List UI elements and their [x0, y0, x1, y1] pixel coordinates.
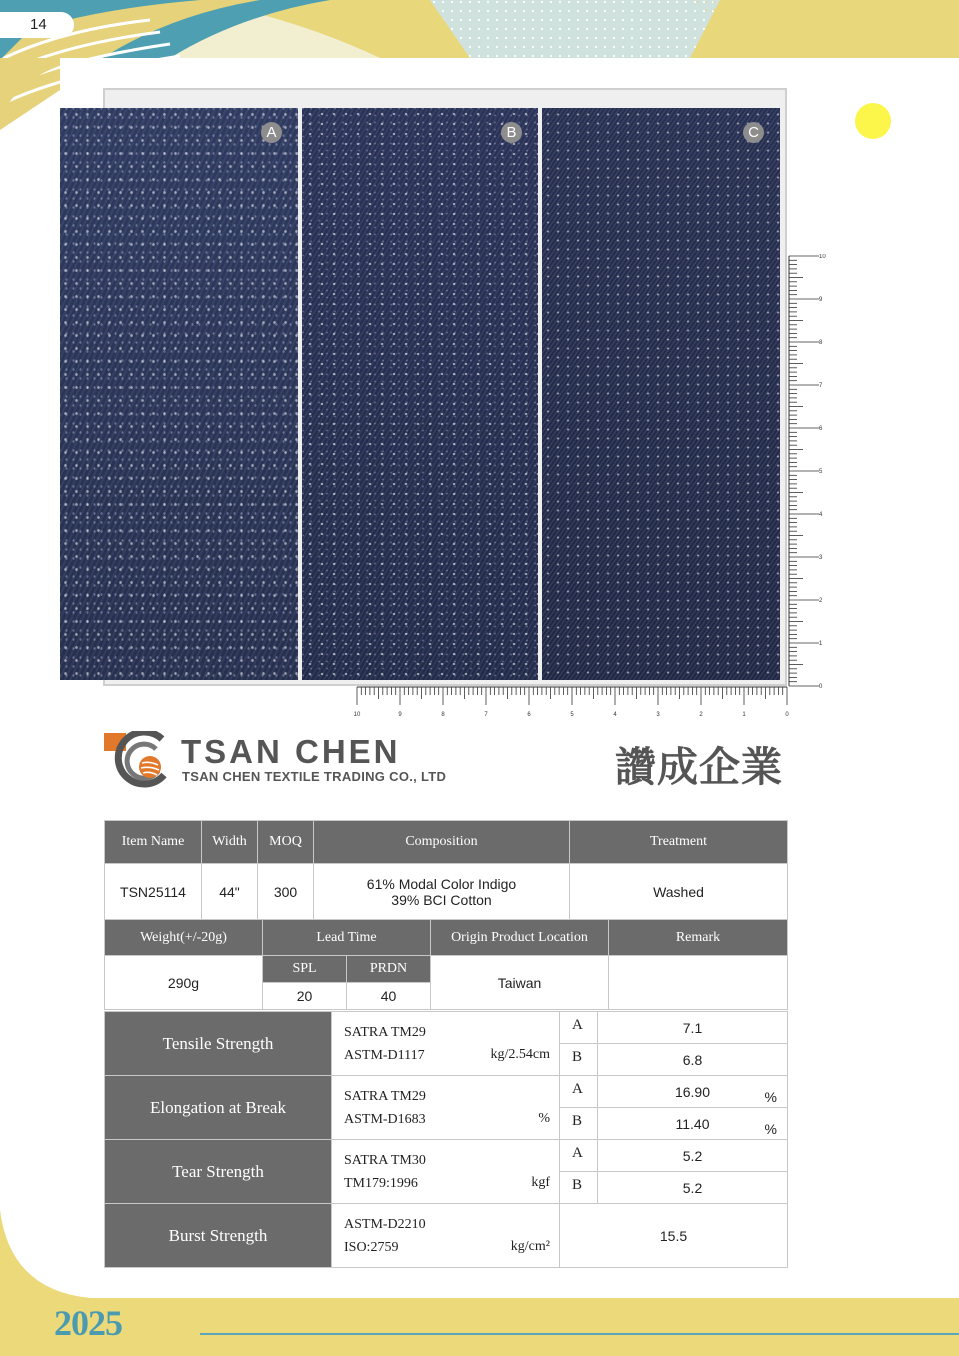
- tear-a-value: 5.2: [598, 1140, 788, 1172]
- footer-band: [0, 1298, 959, 1356]
- ruler-tick-label: 0: [785, 712, 789, 718]
- ruler-tick-label: 7: [484, 712, 488, 718]
- burst-standards: [332, 1204, 560, 1268]
- swatch-label: C: [743, 122, 764, 143]
- ruler-tick-label: 4: [613, 712, 617, 718]
- brand-name: TSAN CHEN: [181, 733, 401, 770]
- origin-header: Origin Product Location: [431, 920, 609, 956]
- treatment-header: Treatment: [570, 821, 788, 864]
- tensile-standards: [332, 1012, 560, 1076]
- ruler-tick-label: 6: [527, 712, 531, 718]
- page-number: 14: [0, 12, 74, 38]
- standard-line: SATRA TM30: [344, 1152, 426, 1168]
- ruler-tick-label: 2: [819, 598, 823, 604]
- ruler-tick-label: 2: [699, 712, 703, 718]
- elongation-standards: [332, 1076, 560, 1140]
- tensile-a-value: 7.1: [598, 1012, 788, 1044]
- brand-subtitle: TSAN CHEN TEXTILE TRADING CO., LTD: [182, 769, 447, 784]
- direction-a-label: A: [560, 1140, 598, 1172]
- standard-line: ASTM-D2210: [344, 1216, 426, 1232]
- tear-standards: [332, 1140, 560, 1204]
- standard-line: TM179:1996: [344, 1175, 418, 1191]
- composition-line: 39% BCI Cotton: [391, 891, 492, 908]
- ruler-tick-label: 7: [819, 383, 823, 389]
- burst-value: 15.5: [560, 1204, 788, 1268]
- item-info-table: [104, 820, 788, 920]
- ruler-tick-label: 9: [819, 297, 823, 303]
- tensile-strength-label: Tensile Strength: [105, 1012, 332, 1076]
- width-header: Width: [202, 821, 258, 864]
- ruler-tick-label: 10: [354, 712, 361, 718]
- item-name-header: Item Name: [105, 821, 202, 864]
- ruler-tick-label: 8: [441, 712, 445, 718]
- moq-header: MOQ: [258, 821, 314, 864]
- standard-line: ASTM-D1117: [344, 1047, 425, 1063]
- tear-strength-label: Tear Strength: [105, 1140, 332, 1204]
- prdn-header: PRDN: [347, 956, 431, 983]
- spl-value: 20: [263, 983, 347, 1010]
- burst-strength-label: Burst Strength: [105, 1204, 332, 1268]
- order-info-table: [104, 919, 788, 1010]
- elongation-unit: %: [538, 1111, 550, 1126]
- lead-time-header: Lead Time: [263, 920, 431, 956]
- elongation-a-value: 16.90: [674, 1083, 711, 1100]
- standard-line: ISO:2759: [344, 1239, 399, 1255]
- direction-b-label: B: [560, 1044, 598, 1076]
- weight-header: Weight(+/-20g): [105, 920, 263, 956]
- ruler-tick-label: 0: [819, 684, 823, 689]
- ruler-tick-label: 4: [819, 512, 823, 518]
- treatment-value: Washed: [570, 864, 788, 920]
- decorative-dot: [855, 103, 891, 139]
- horizontal-ruler: [354, 686, 790, 720]
- percent-unit: %: [764, 1089, 777, 1105]
- tear-b-value: 5.2: [598, 1172, 788, 1204]
- ruler-tick-label: 1: [742, 712, 746, 718]
- composition-header: Composition: [314, 821, 570, 864]
- remark-header: Remark: [609, 920, 788, 956]
- ruler-tick-label: 5: [819, 469, 823, 475]
- ruler-tick-label: 10: [819, 254, 826, 260]
- elongation-a-cell: [598, 1076, 788, 1108]
- direction-a-label: A: [560, 1076, 598, 1108]
- elongation-b-cell: [598, 1108, 788, 1140]
- vertical-ruler: [788, 254, 828, 689]
- swatch-label: A: [261, 122, 282, 143]
- burst-unit: kg/cm²: [510, 1239, 550, 1254]
- moq-value: 300: [258, 864, 314, 920]
- fabric-swatch-c: [542, 108, 780, 680]
- brand-chinese-name: 讚成企業: [615, 744, 783, 790]
- tear-unit: kgf: [531, 1175, 550, 1190]
- ruler-tick-label: 9: [398, 712, 402, 718]
- fabric-swatch-b: [302, 108, 538, 680]
- direction-b-label: B: [560, 1108, 598, 1140]
- elongation-b-value: 11.40: [675, 1115, 710, 1132]
- ruler-tick-label: 3: [819, 555, 823, 561]
- ruler-tick-label: 1: [819, 641, 823, 647]
- origin-value: Taiwan: [431, 956, 609, 1010]
- direction-b-label: B: [560, 1172, 598, 1204]
- tsan-chen-logo-icon: [104, 731, 168, 789]
- spl-header: SPL: [263, 956, 347, 983]
- standard-line: ASTM-D1683: [344, 1111, 426, 1127]
- percent-unit: %: [764, 1121, 777, 1137]
- tensile-unit: kg/2.54cm: [490, 1047, 550, 1062]
- collection-year: 2025: [54, 1303, 122, 1343]
- standard-line: SATRA TM29: [344, 1024, 426, 1040]
- test-results-table: [104, 1011, 788, 1268]
- composition-value: [314, 864, 570, 920]
- direction-a-label: A: [560, 1012, 598, 1044]
- composition-line: 61% Modal Color Indigo: [366, 875, 517, 892]
- ruler-tick-label: 3: [656, 712, 660, 718]
- ruler-tick-label: 8: [819, 340, 823, 346]
- tensile-b-value: 6.8: [598, 1044, 788, 1076]
- prdn-value: 40: [347, 983, 431, 1010]
- item-name-value: TSN25114: [105, 864, 202, 920]
- swatch-label: B: [501, 122, 522, 143]
- weight-value: 290g: [105, 956, 263, 1010]
- fabric-swatch-a: [60, 108, 298, 680]
- ruler-tick-label: 6: [819, 426, 823, 432]
- width-value: 44": [202, 864, 258, 920]
- elongation-at-break-label: Elongation at Break: [105, 1076, 332, 1140]
- standard-line: SATRA TM29: [344, 1088, 426, 1104]
- remark-value: [609, 956, 788, 1010]
- footer-line: [200, 1333, 959, 1335]
- ruler-tick-label: 5: [570, 712, 574, 718]
